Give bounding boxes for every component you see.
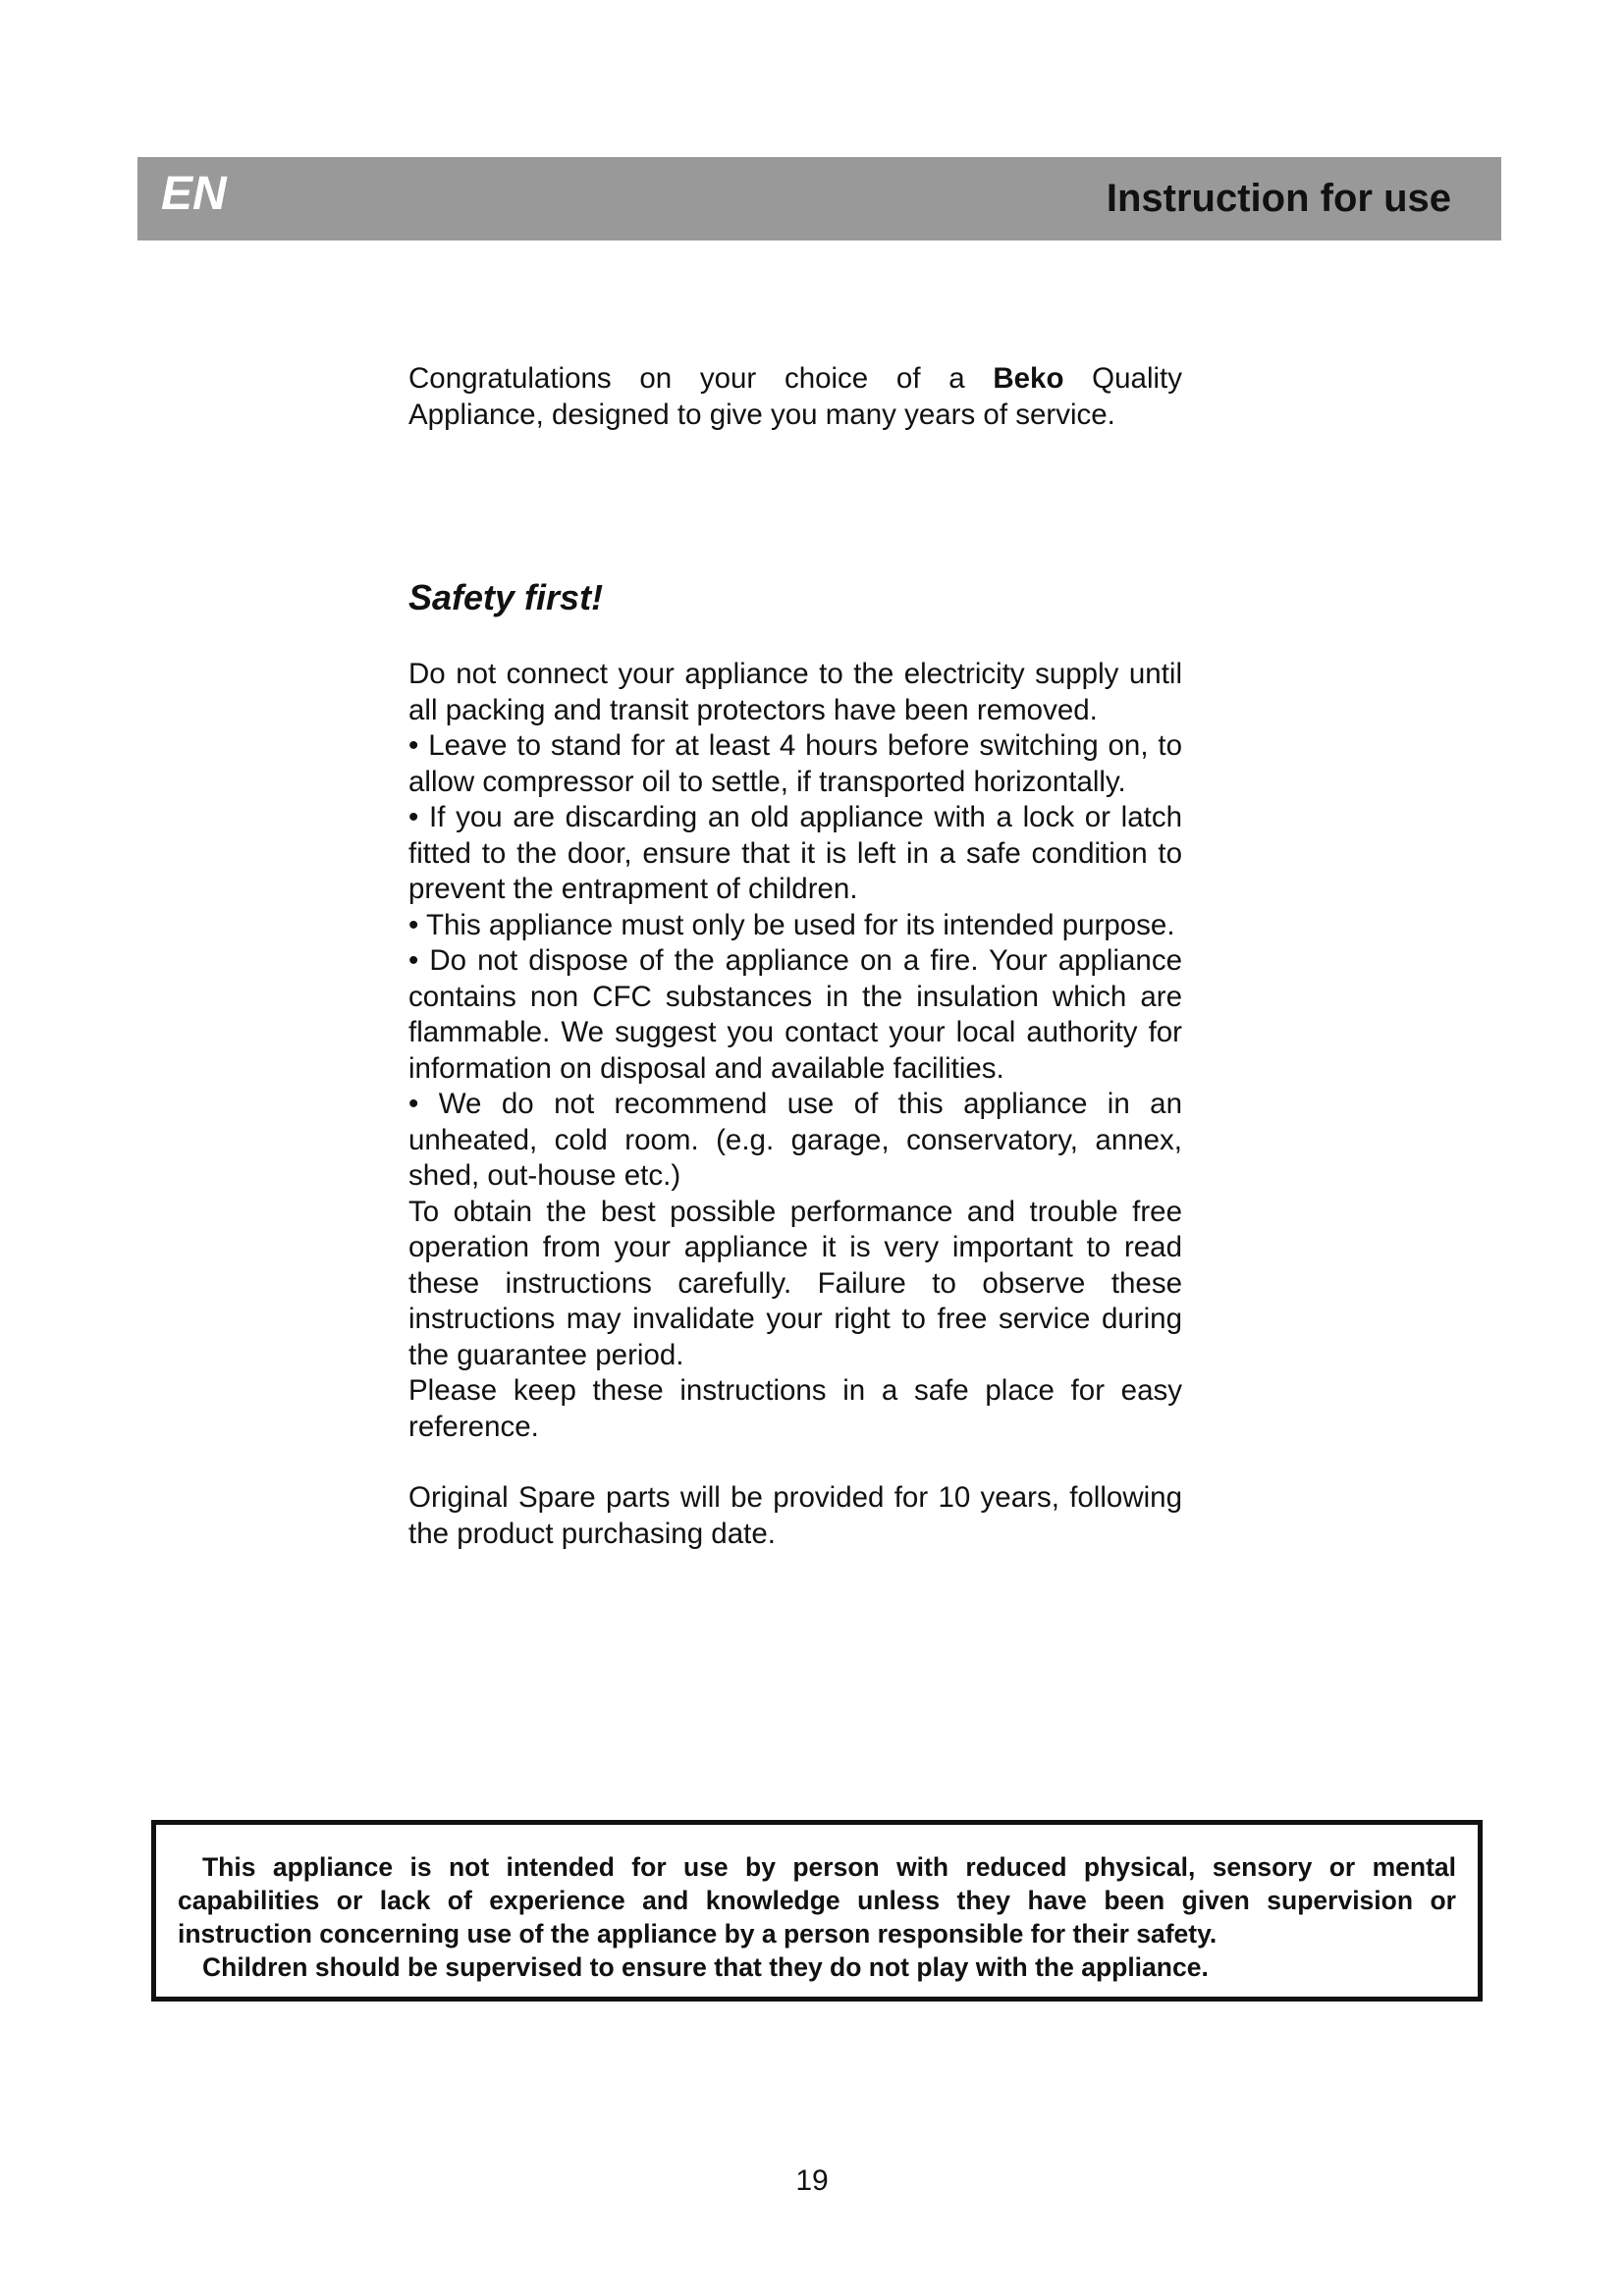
spare-parts-paragraph: Original Spare parts will be provided for 10 years, following the product purchasing date. (408, 1481, 1182, 1550)
safety-paragraph-discarding: • If you are discarding an old appliance with a lock or latch fitted to the door, ensure that it is left in a safe condition to prevent the entrapment of children. (408, 801, 1182, 905)
safety-paragraph-fire: • Do not dispose of the appliance on a fire. Your appliance contains non CFC substances in the insulation which are flammable. We suggest you contact your local authority for information on disposal and available facilities. (408, 944, 1182, 1085)
document-title: Instruction for use (1106, 177, 1451, 220)
page-number: 19 (795, 2164, 829, 2197)
intro-text-end: Quality Appliance, designed to give you many years of service. (408, 362, 1183, 431)
intro-text-start: Congratulations on your choice of a (408, 362, 994, 395)
spacer (408, 1445, 1182, 1480)
safety-paragraph-performance: To obtain the best possible performance and trouble free operation from your appliance it is very important to read these instructions carefully. Failure to observe these instructions may invalidate your right to free service during the guarantee period. (408, 1195, 1182, 1371)
warning-notice-box (151, 1820, 1483, 2002)
safety-paragraph-purpose: • This appliance must only be used for its intended purpose. (408, 908, 1175, 941)
main-content (408, 361, 1182, 1552)
intro-paragraph (408, 361, 1182, 433)
safety-paragraph-stand: • Leave to stand for at least 4 hours before switching on, to allow compressor oil to settle, if transported horizontally. (408, 729, 1182, 798)
section-heading-safety: Safety first! (408, 577, 604, 617)
language-code: EN (161, 168, 227, 220)
brand-name: Beko (993, 362, 1064, 395)
safety-paragraph-packing: Do not connect your appliance to the electricity supply until all packing and transit protectors have been removed. (408, 658, 1182, 726)
notice-children: Children should be supervised to ensure that they do not play with the appliance. (202, 1952, 1209, 1982)
safety-paragraph-keep: Please keep these instructions in a safe place for easy reference. (408, 1374, 1182, 1443)
safety-paragraph-cold-room: • We do not recommend use of this appliance in an unheated, cold room. (e.g. garage, conservatory, annex, shed, out-house etc.) (408, 1088, 1182, 1192)
notice-capabilities: This appliance is not intended for use by person with reduced physical, sensory or mental capabilities or lack of experience and knowledge unless they have been given supervision or instruction concerning use of the appliance by a person responsible for their safety. (178, 1852, 1456, 1949)
header-bar (137, 157, 1501, 240)
